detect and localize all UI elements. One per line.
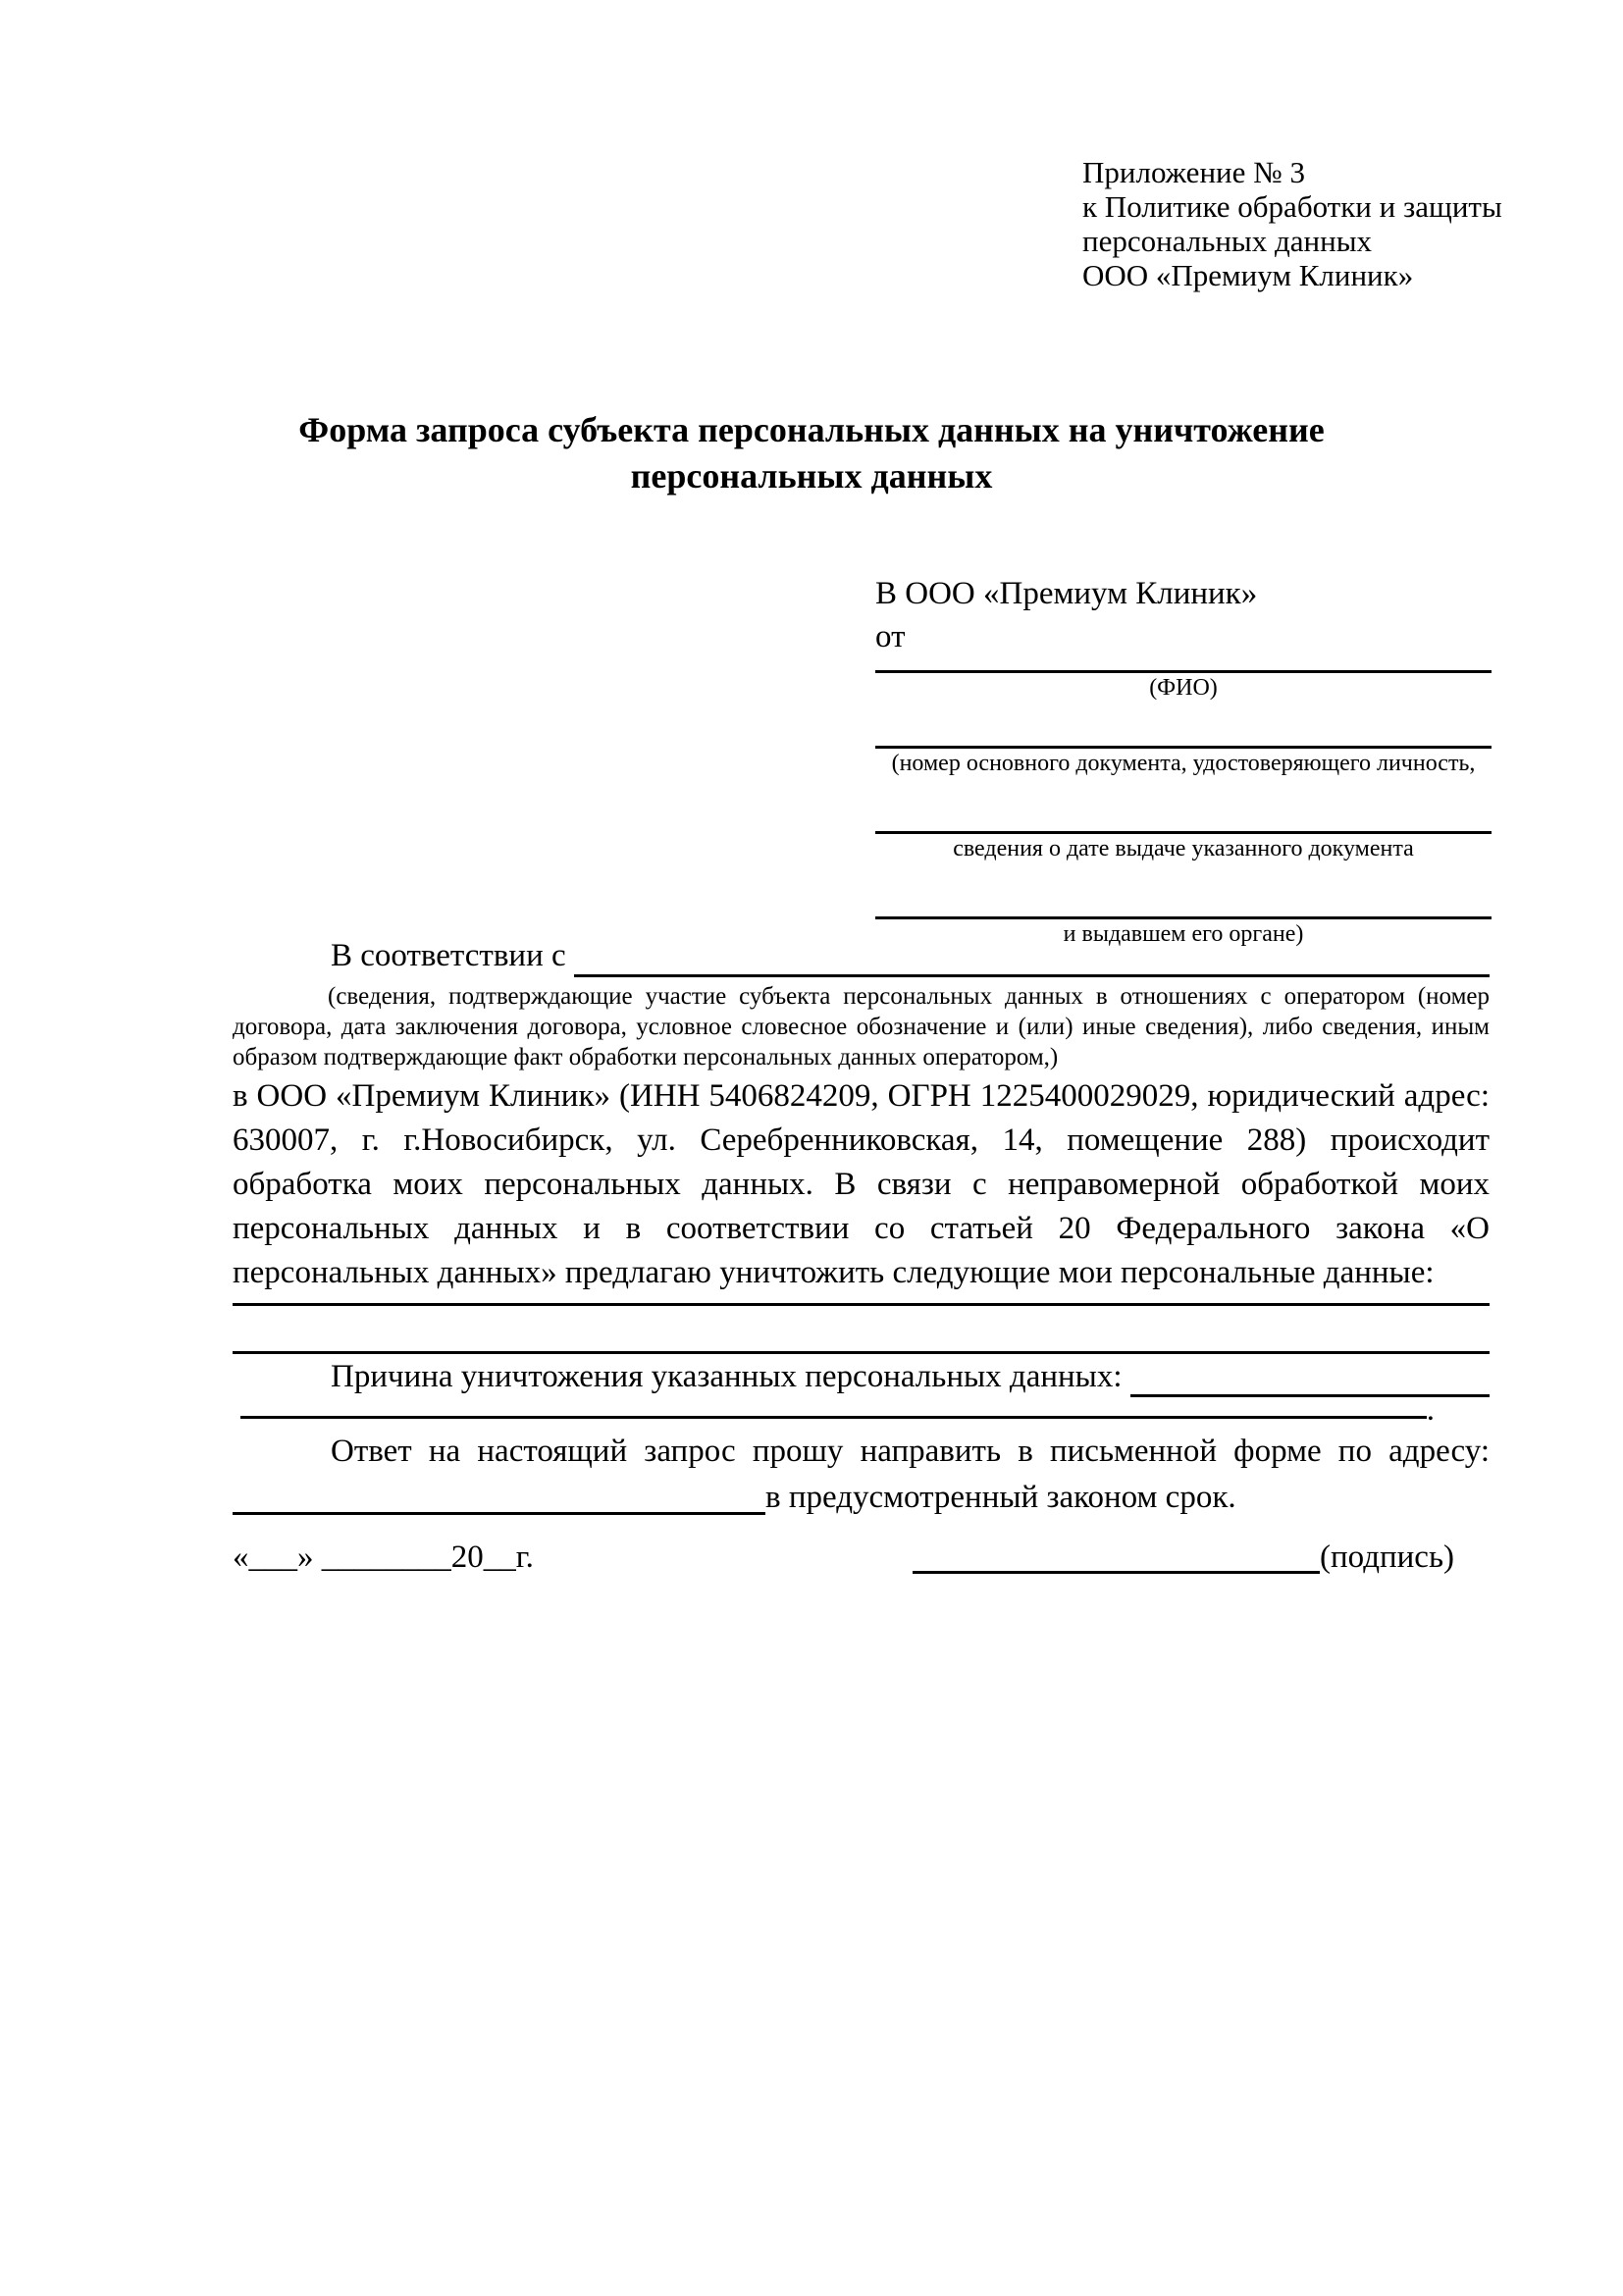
signature-blank-line	[913, 1537, 1320, 1574]
accordance-blank-line	[574, 934, 1490, 977]
form-title-line-1: Форма запроса субъекта персональных данных на уничтожение	[298, 410, 1325, 449]
fio-caption: (ФИО)	[1149, 675, 1218, 701]
data-blank-line-1	[233, 1295, 1490, 1306]
address-blank-line	[233, 1475, 765, 1515]
appendix-note-line-2: к Политике обработки и защиты	[1082, 189, 1502, 224]
issuing-authority-caption: и выдавшем его органе)	[1063, 921, 1304, 947]
signature-block	[913, 1537, 1454, 1578]
recipient-block	[875, 572, 1492, 949]
document-number-caption: (номер основного документа, удостоверяющего личность,	[891, 751, 1476, 776]
main-text-column	[233, 934, 1490, 1521]
deadline-text: в предусмотренный законом срок.	[765, 1480, 1236, 1515]
issue-date-caption: сведения о дате выдаче указанного документа	[953, 836, 1414, 861]
date-field: «___» ________20__г.	[233, 1539, 534, 1575]
reason-continuation-line	[240, 1397, 1427, 1419]
form-title-line-2: персональных данных	[630, 456, 993, 496]
recipient-line: В ООО «Премиум Клиник»	[875, 576, 1258, 611]
from-label: от	[875, 619, 906, 654]
appendix-note-line-3: персональных данных	[1082, 224, 1373, 258]
answer-sentence: Ответ на настоящий запрос прошу направить в письменной форме по адресу:	[331, 1434, 1490, 1469]
address-deadline-row	[233, 1475, 1490, 1521]
accordance-row	[233, 934, 1490, 977]
sentence-period: .	[1426, 1392, 1435, 1428]
accordance-lead: В соответствии с	[331, 938, 566, 973]
appendix-note-line-1: Приложение № 3	[1082, 155, 1305, 189]
body-paragraph: в ООО «Премиум Клиник» (ИНН 5406824209, ОГРН 1225400029029, юридический адрес: 630007, г. г.Новосибирск, ул. Серебренниковская, 14, помещение 288) происходит обработка моих персональных данных. В связи с неправомерной обработкой моих персональных данных и в соответствии со статьей 20 Федерального закона «О персональных данных» предлагаю уничтожить следующие мои персональные данные:	[233, 1078, 1490, 1290]
reason-blank-line	[1130, 1356, 1490, 1397]
reason-row	[233, 1356, 1490, 1397]
reason-label: Причина уничтожения указанных персональных данных:	[331, 1359, 1123, 1394]
reason-continuation-row	[233, 1392, 1490, 1428]
data-blank-line-2	[233, 1306, 1490, 1354]
signature-caption: (подпись)	[1320, 1539, 1454, 1575]
appendix-note	[1082, 155, 1502, 292]
appendix-note-line-4: ООО «Премиум Клиник»	[1082, 258, 1414, 292]
form-title	[0, 407, 1623, 499]
explanatory-note: (сведения, подтверждающие участие субъекта персональных данных в отношениях с оператором (номер договора, дата заключения договора, условное словесное обозначение и (или) иные сведения), либо сведения, иным образом подтверждающие факт обработки персональных данных оператором,)	[233, 983, 1490, 1070]
